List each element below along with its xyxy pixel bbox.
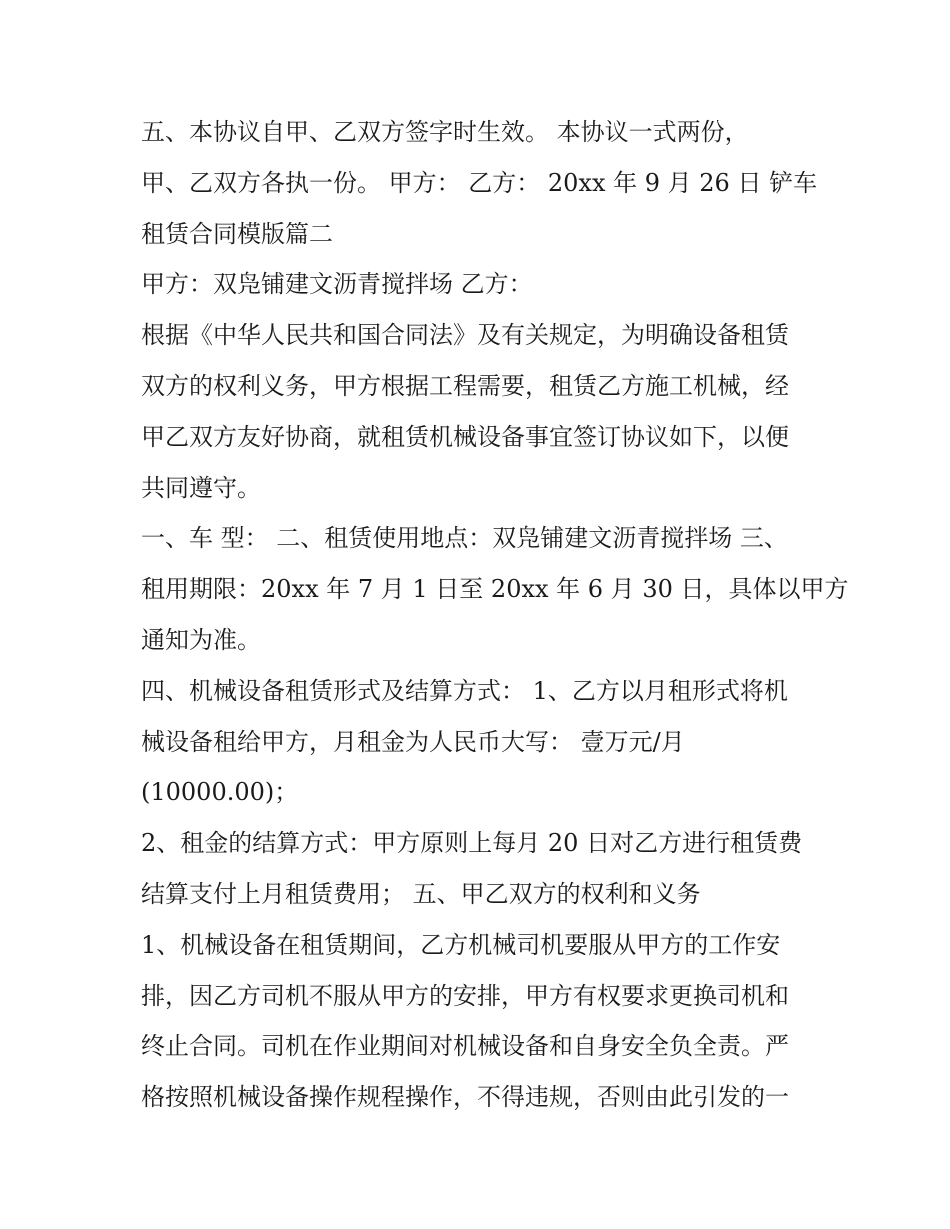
text-line: 1、机械设备在租赁期间，乙方机械司机要服从甲方的工作安 — [141, 930, 781, 959]
text-line: 共同遵守。 — [141, 473, 261, 502]
text-line: 一、车 型： 二、租赁使用地点：双凫铺建文沥青搅拌场 三、 — [141, 524, 788, 553]
text-line: 通知为准。 — [141, 625, 261, 654]
text-line: 甲、乙双方各执一份。 甲方： 乙方： 20xx 年 9 月 26 日 铲车 — [141, 168, 818, 197]
text-line: 排，因乙方司机不服从甲方的安排，甲方有权要求更换司机和 — [141, 981, 789, 1010]
text-line: 五、本协议自甲、乙双方签字时生效。 本协议一式两份， — [141, 118, 749, 146]
text-line: 甲方：双凫铺建文沥青搅拌场 乙方： — [141, 270, 533, 299]
text-line: 甲乙双方友好协商，就租赁机械设备事宜签订协议如下，以便 — [141, 422, 789, 451]
text-line: 终止合同。司机在作业期间对机械设备和自身安全负全责。严 — [141, 1032, 789, 1061]
text-line: 格按照机械设备操作规程操作，不得违规，否则由此引发的一 — [141, 1083, 789, 1112]
text-line: 根据《中华人民共和国合同法》及有关规定，为明确设备租赁 — [141, 321, 789, 350]
text-line: 2、租金的结算方式：甲方原则上每月 20 日对乙方进行租赁费 — [141, 829, 803, 858]
text-line: (10000.00)； — [141, 778, 299, 807]
text-line: 四、机械设备租赁形式及结算方式： 1、乙方以月租形式将机 — [141, 676, 788, 705]
text-line: 结算支付上月租赁费用； 五、甲乙双方的权利和义务 — [141, 879, 701, 908]
text-line: 租赁合同模版篇二 — [141, 219, 333, 248]
document-body — [141, 107, 849, 1123]
text-line: 双方的权利义务，甲方根据工程需要，租赁乙方施工机械，经 — [141, 371, 789, 400]
text-line: 租用期限：20xx 年 7 月 1 日至 20xx 年 6 月 30 日，具体以甲方 — [141, 575, 849, 604]
text-line: 械设备租给甲方，月租金为人民币大写： 壹万元/月 — [141, 727, 685, 756]
